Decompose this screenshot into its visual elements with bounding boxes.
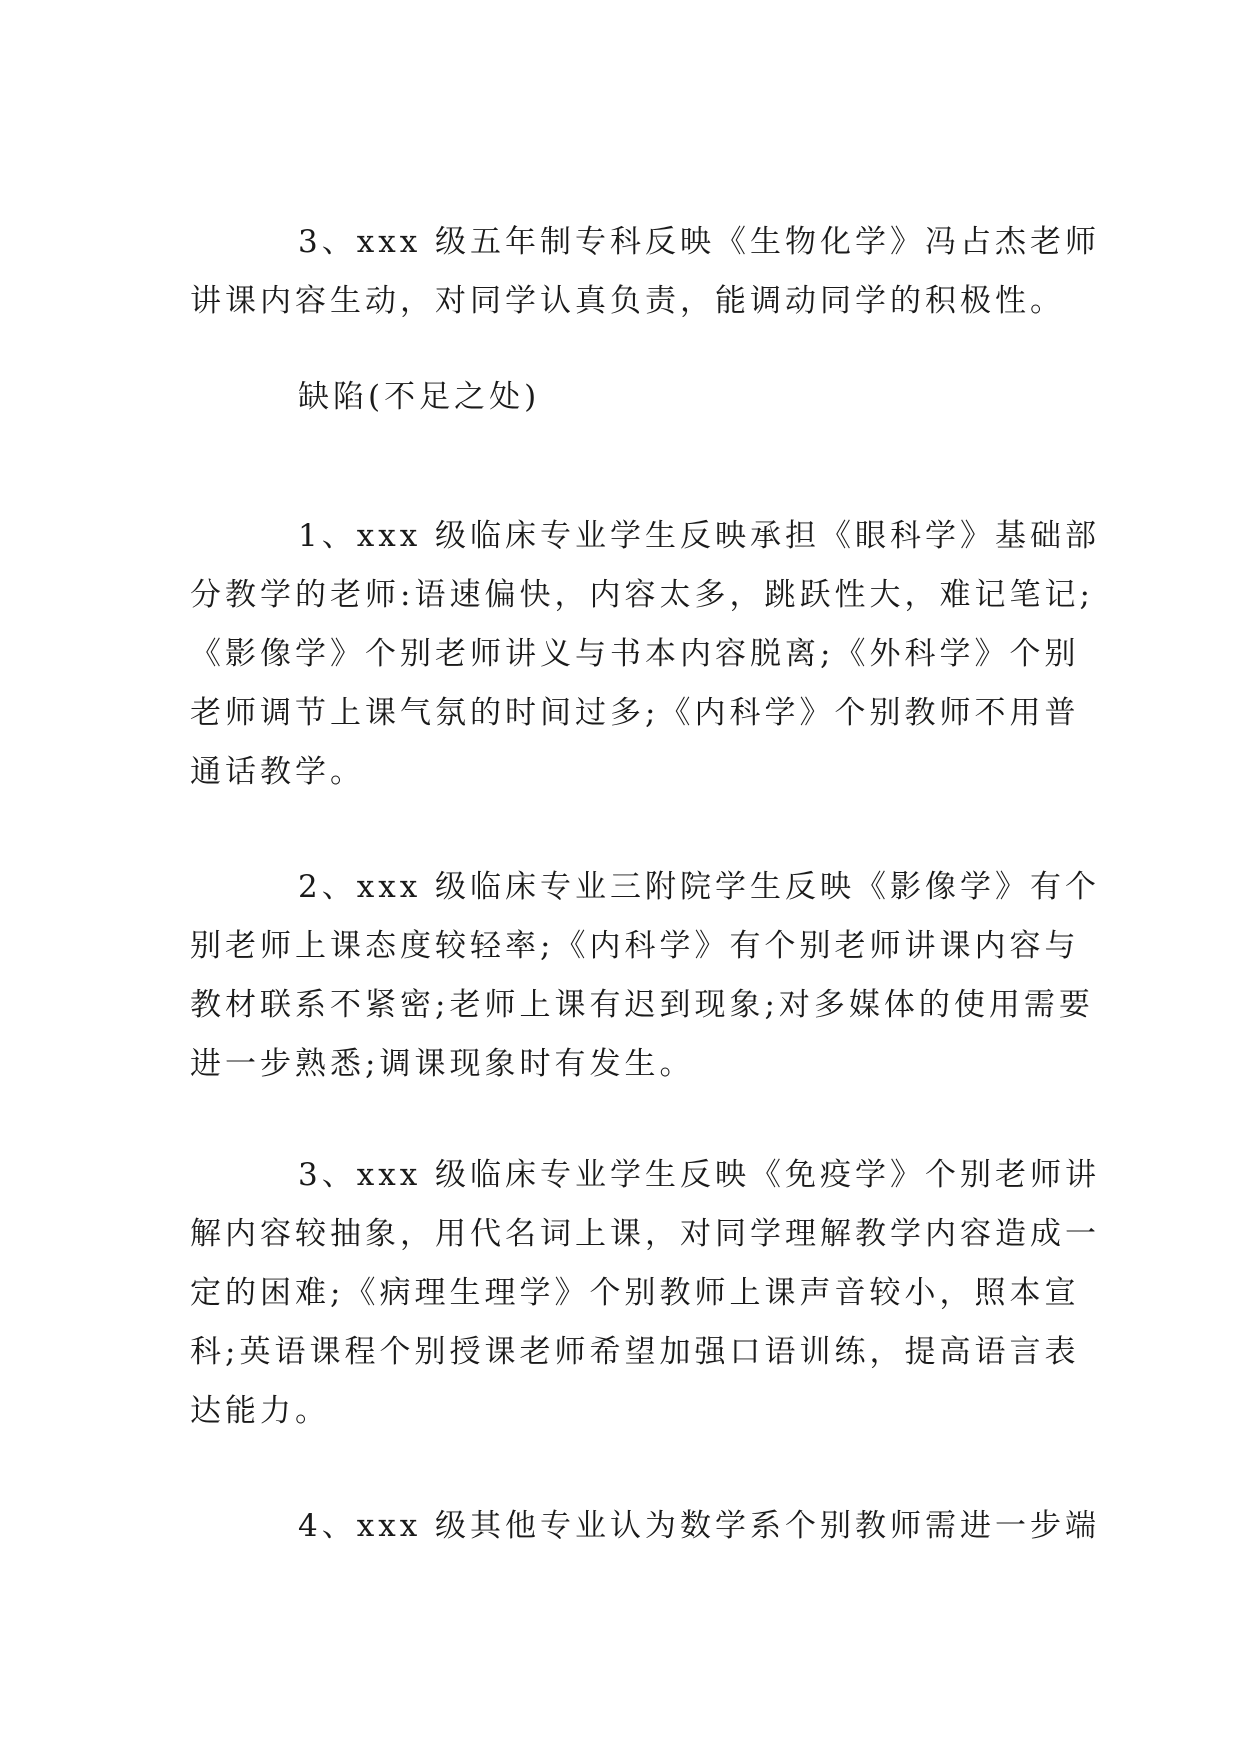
paragraph-5 (190, 1497, 1101, 1556)
paragraph-3 (190, 858, 1101, 1094)
paragraph-line: 分教学的老师:语速偏快，内容太多，跳跃性大，难记笔记; (190, 577, 1094, 613)
section-heading-defects (190, 368, 1050, 427)
paragraph-line: 达能力。 (190, 1393, 330, 1429)
paragraph-line: 3、xxx 级五年制专科反映《生物化学》冯占杰老师 (298, 224, 1101, 260)
paragraph-line: 《影像学》个别老师讲义与书本内容脱离;《外科学》个别 (190, 636, 1080, 672)
paragraph-1 (190, 213, 1101, 331)
paragraph-line: 通话教学。 (190, 754, 365, 790)
paragraph-line: 科;英语课程个别授课老师希望加强口语训练，提高语言表 (190, 1334, 1080, 1370)
paragraph-line: 别老师上课态度较轻率;《内科学》有个别老师讲课内容与 (190, 928, 1080, 964)
paragraph-line: 4、xxx 级其他专业认为数学系个别教师需进一步端 (298, 1508, 1101, 1544)
paragraph-2 (190, 507, 1101, 802)
paragraph-line: 教材联系不紧密;老师上课有迟到现象;对多媒体的使用需要 (190, 987, 1094, 1023)
paragraph-line: 1、xxx 级临床专业学生反映承担《眼科学》基础部 (298, 518, 1101, 554)
heading-line: 缺陷(不足之处) (298, 379, 541, 415)
paragraph-line: 老师调节上课气氛的时间过多;《内科学》个别教师不用普 (190, 695, 1080, 731)
paragraph-line: 讲课内容生动，对同学认真负责，能调动同学的积极性。 (190, 283, 1065, 319)
paragraph-line: 定的困难;《病理生理学》个别教师上课声音较小，照本宣 (190, 1275, 1080, 1311)
paragraph-line: 进一步熟悉;调课现象时有发生。 (190, 1046, 695, 1082)
paragraph-line: 2、xxx 级临床专业三附院学生反映《影像学》有个 (298, 869, 1101, 905)
paragraph-line: 解内容较抽象，用代名词上课，对同学理解教学内容造成一 (190, 1216, 1100, 1252)
paragraph-4 (190, 1146, 1101, 1441)
paragraph-line: 3、xxx 级临床专业学生反映《免疫学》个别老师讲 (298, 1157, 1101, 1193)
